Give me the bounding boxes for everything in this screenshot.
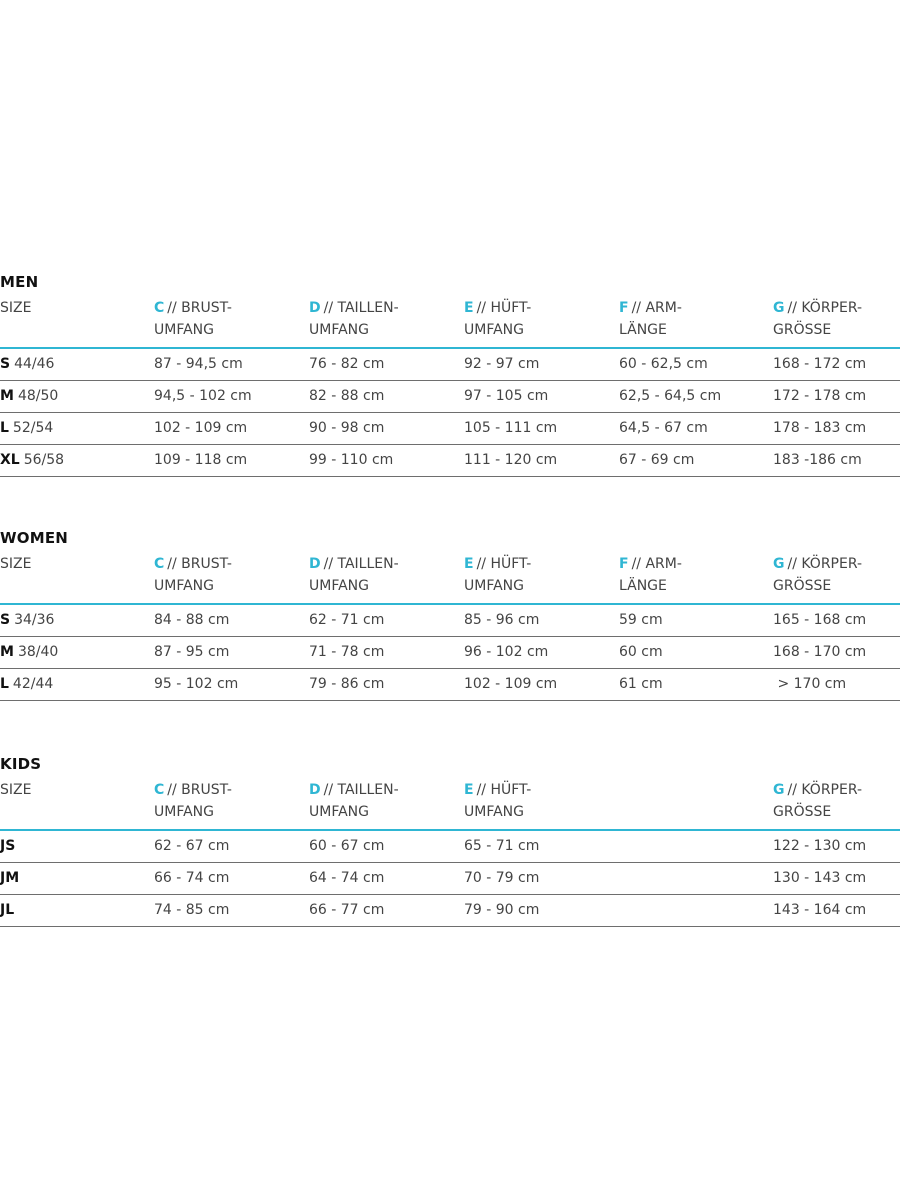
- cell-waist: 60 - 67 cm: [309, 838, 385, 854]
- cell-arm: 62,5 - 64,5 cm: [619, 388, 722, 404]
- table-row: [0, 831, 900, 863]
- table-row: [0, 637, 900, 669]
- cell-waist: 66 - 77 cm: [309, 902, 385, 918]
- cell-waist: 90 - 98 cm: [309, 420, 385, 436]
- header-line1: // KÖRPER-: [787, 782, 863, 798]
- header-height: [773, 775, 900, 829]
- header-letter: E: [464, 300, 474, 316]
- header-height: [773, 549, 900, 603]
- cell-chest: 84 - 88 cm: [154, 612, 230, 628]
- header-size: SIZE: [0, 300, 32, 316]
- cell-size: [0, 413, 154, 444]
- cell-chest: 95 - 102 cm: [154, 676, 239, 692]
- size-number: 52/54: [12, 420, 54, 436]
- header-height: [773, 293, 900, 347]
- cell-chest: 74 - 85 cm: [154, 902, 230, 918]
- header-line1: // HÜFT-: [476, 556, 532, 572]
- size-number: 44/46: [14, 356, 55, 372]
- header-line2: UMFANG: [309, 578, 369, 594]
- cell-hip: 79 - 90 cm: [464, 902, 540, 918]
- header-line1: // TAILLEN-: [323, 782, 399, 798]
- header-line2: UMFANG: [154, 804, 214, 820]
- header-letter: D: [309, 300, 321, 316]
- header-line1: // TAILLEN-: [323, 300, 399, 316]
- cell-chest: 66 - 74 cm: [154, 870, 230, 886]
- cell-hip: 85 - 96 cm: [464, 612, 540, 628]
- table-row: [0, 895, 900, 927]
- header-waist: [309, 293, 464, 347]
- cell-arm-empty: [619, 863, 773, 894]
- header-line2: UMFANG: [464, 804, 524, 820]
- table-header-row: [0, 293, 900, 349]
- header-letter: F: [619, 556, 629, 572]
- header-line2: UMFANG: [154, 578, 214, 594]
- cell-size: [0, 445, 154, 476]
- size-code: XL: [0, 452, 20, 468]
- cell-height: 165 - 168 cm: [773, 612, 867, 628]
- header-chest: [154, 293, 309, 347]
- cell-arm: 60 - 62,5 cm: [619, 356, 708, 372]
- header-waist: [309, 549, 464, 603]
- cell-size: [0, 637, 154, 668]
- header-letter: F: [619, 300, 629, 316]
- size-number: 38/40: [17, 644, 59, 660]
- cell-waist: 62 - 71 cm: [309, 612, 385, 628]
- header-line1: // HÜFT-: [476, 782, 532, 798]
- header-line2: UMFANG: [309, 804, 369, 820]
- header-line1: // ARM-: [631, 300, 682, 316]
- cell-height: 168 - 172 cm: [773, 356, 867, 372]
- size-code: JL: [0, 902, 15, 918]
- header-chest: [154, 549, 309, 603]
- header-arm: [619, 293, 773, 347]
- size-code: JM: [0, 870, 20, 886]
- size-code: L: [0, 676, 9, 692]
- header-letter: E: [464, 556, 474, 572]
- cell-hip: 96 - 102 cm: [464, 644, 549, 660]
- cell-hip: 97 - 105 cm: [464, 388, 549, 404]
- cell-chest: 87 - 94,5 cm: [154, 356, 243, 372]
- header-hip: [464, 293, 619, 347]
- cell-arm-empty: [619, 831, 773, 862]
- header-size: SIZE: [0, 782, 32, 798]
- cell-waist: 76 - 82 cm: [309, 356, 385, 372]
- header-line2: GRÖSSE: [773, 322, 832, 338]
- cell-arm: 64,5 - 67 cm: [619, 420, 708, 436]
- cell-height: 178 - 183 cm: [773, 420, 867, 436]
- header-line1: // BRUST-: [167, 556, 232, 572]
- header-line2: LÄNGE: [619, 578, 667, 594]
- size-code: S: [0, 612, 11, 628]
- table-row: [0, 605, 900, 637]
- cell-waist: 99 - 110 cm: [309, 452, 394, 468]
- size-code: M: [0, 388, 14, 404]
- header-arm: [619, 549, 773, 603]
- cell-size: [0, 831, 154, 862]
- table-row: [0, 863, 900, 895]
- women-size-table: [0, 527, 900, 701]
- cell-chest: 62 - 67 cm: [154, 838, 230, 854]
- header-hip: [464, 549, 619, 603]
- size-number: 42/44: [12, 676, 54, 692]
- header-letter: C: [154, 556, 165, 572]
- header-letter: G: [773, 300, 785, 316]
- cell-height: 143 - 164 cm: [773, 902, 867, 918]
- cell-hip: 111 - 120 cm: [464, 452, 558, 468]
- header-line2: LÄNGE: [619, 322, 667, 338]
- header-line1: // ARM-: [631, 556, 682, 572]
- cell-height: 130 - 143 cm: [773, 870, 867, 886]
- cell-arm: 67 - 69 cm: [619, 452, 695, 468]
- cell-height: 122 - 130 cm: [773, 838, 867, 854]
- table-row: [0, 381, 900, 413]
- cell-height: 168 - 170 cm: [773, 644, 867, 660]
- cell-chest: 109 - 118 cm: [154, 452, 248, 468]
- cell-size: [0, 863, 154, 894]
- section-title: KIDS: [0, 755, 42, 773]
- cell-hip: 102 - 109 cm: [464, 676, 558, 692]
- table-row: [0, 413, 900, 445]
- header-line1: // KÖRPER-: [787, 556, 863, 572]
- kids-size-table: [0, 753, 900, 927]
- header-letter: G: [773, 782, 785, 798]
- header-line2: UMFANG: [154, 322, 214, 338]
- size-code: JS: [0, 838, 16, 854]
- header-hip: [464, 775, 619, 829]
- header-line1: // BRUST-: [167, 782, 232, 798]
- header-line2: GRÖSSE: [773, 578, 832, 594]
- size-number: 56/58: [23, 452, 65, 468]
- men-size-table: [0, 271, 900, 477]
- header-letter: E: [464, 782, 474, 798]
- cell-chest: 87 - 95 cm: [154, 644, 230, 660]
- cell-waist: 71 - 78 cm: [309, 644, 385, 660]
- header-letter: D: [309, 556, 321, 572]
- cell-arm: 59 cm: [619, 612, 663, 628]
- cell-height: > 170 cm: [773, 676, 847, 692]
- cell-hip: 65 - 71 cm: [464, 838, 540, 854]
- header-line1: // BRUST-: [167, 300, 232, 316]
- table-row: [0, 445, 900, 477]
- cell-hip: 70 - 79 cm: [464, 870, 540, 886]
- cell-size: [0, 669, 154, 700]
- cell-height: 172 - 178 cm: [773, 388, 867, 404]
- cell-waist: 79 - 86 cm: [309, 676, 385, 692]
- header-line1: // HÜFT-: [476, 300, 532, 316]
- header-letter: C: [154, 300, 165, 316]
- table-row: [0, 669, 900, 701]
- cell-size: [0, 381, 154, 412]
- cell-waist: 82 - 88 cm: [309, 388, 385, 404]
- table-row: [0, 349, 900, 381]
- cell-size: [0, 895, 154, 926]
- section-title: WOMEN: [0, 529, 69, 547]
- header-chest: [154, 775, 309, 829]
- header-letter: G: [773, 556, 785, 572]
- header-size: SIZE: [0, 556, 32, 572]
- cell-hip: 105 - 111 cm: [464, 420, 558, 436]
- header-letter: D: [309, 782, 321, 798]
- size-number: 34/36: [14, 612, 55, 628]
- cell-arm: 61 cm: [619, 676, 663, 692]
- cell-height: 183 -186 cm: [773, 452, 862, 468]
- cell-size: [0, 349, 154, 380]
- header-line2: UMFANG: [464, 578, 524, 594]
- cell-hip: 92 - 97 cm: [464, 356, 540, 372]
- section-title: MEN: [0, 273, 39, 291]
- header-arm-empty: [619, 775, 773, 829]
- cell-arm-empty: [619, 895, 773, 926]
- header-letter: C: [154, 782, 165, 798]
- header-line2: UMFANG: [309, 322, 369, 338]
- header-line2: UMFANG: [464, 322, 524, 338]
- header-waist: [309, 775, 464, 829]
- header-line1: // KÖRPER-: [787, 300, 863, 316]
- table-header-row: [0, 549, 900, 605]
- size-code: M: [0, 644, 14, 660]
- cell-chest: 94,5 - 102 cm: [154, 388, 252, 404]
- table-header-row: [0, 775, 900, 831]
- header-line2: GRÖSSE: [773, 804, 832, 820]
- size-code: S: [0, 356, 11, 372]
- cell-arm: 60 cm: [619, 644, 663, 660]
- size-number: 48/50: [17, 388, 59, 404]
- cell-size: [0, 605, 154, 636]
- size-code: L: [0, 420, 9, 436]
- cell-chest: 102 - 109 cm: [154, 420, 248, 436]
- cell-waist: 64 - 74 cm: [309, 870, 385, 886]
- header-line1: // TAILLEN-: [323, 556, 399, 572]
